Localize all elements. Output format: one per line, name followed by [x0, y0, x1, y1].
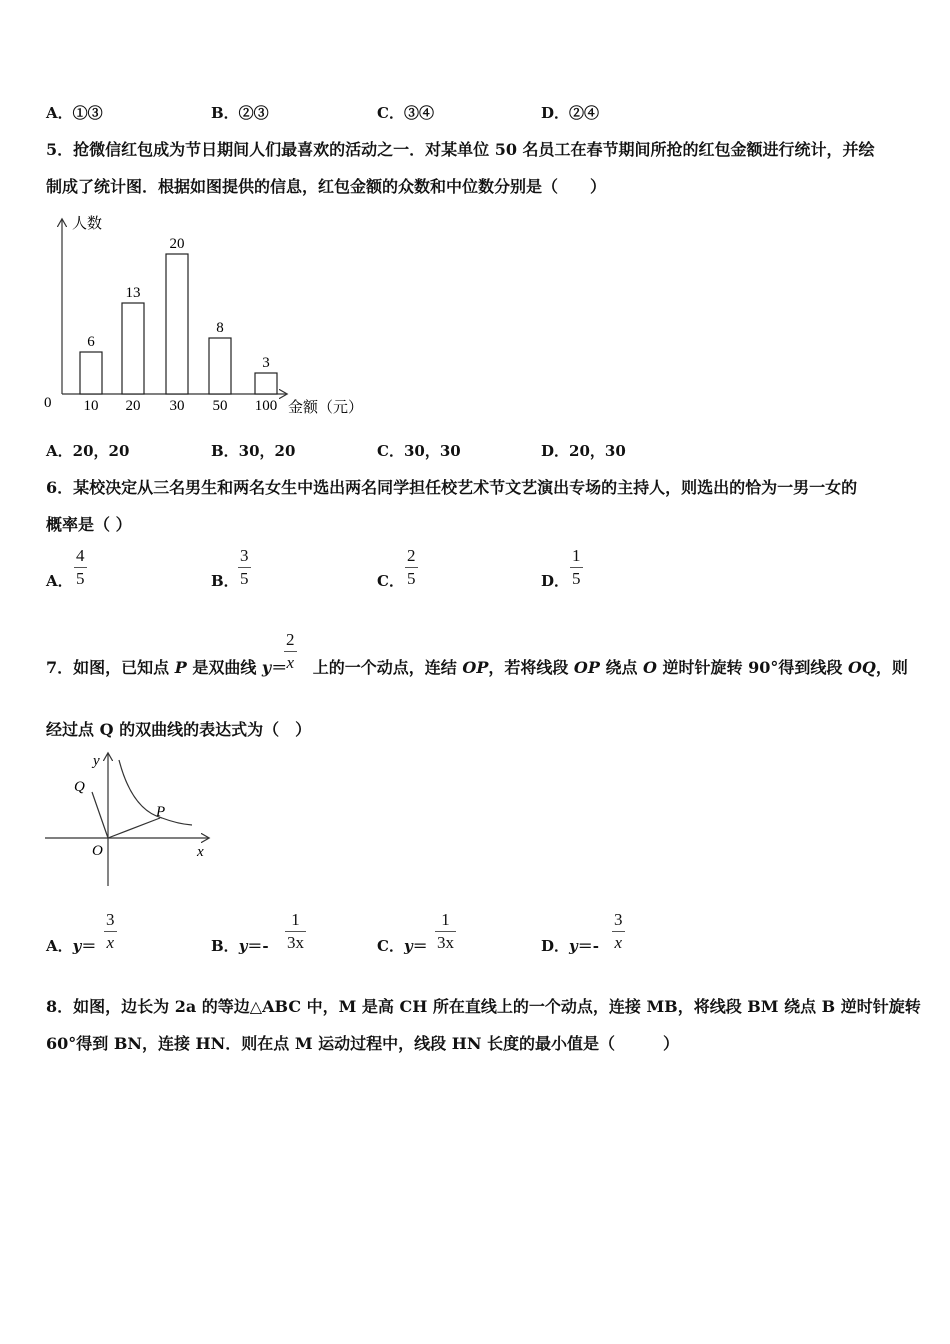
q7-option-a-prefix: A．y＝	[46, 937, 97, 955]
q7-hyperbola-fraction: 2 x	[286, 630, 295, 672]
q7-option-d-fraction: 3 x	[614, 910, 623, 952]
q5-text-line1: 5．抢微信红包成为节日期间人们最喜欢的活动之一．对某单位 50 名员工在春节期间所抢的红包金额进行统计，并绘	[46, 140, 875, 159]
bar-value-label-30: 20	[169, 236, 185, 252]
q7-option-c-fraction: 1 3x	[437, 910, 454, 952]
x-tick-label-10: 10	[83, 398, 99, 414]
q6-option-a-fraction: 4 5	[76, 546, 85, 588]
q6-option-c-fraction: 2 5	[407, 546, 416, 588]
x-tick-label-50: 50	[212, 398, 228, 414]
bar-50	[209, 338, 231, 394]
q5-option-a: A．20，20	[46, 442, 130, 460]
q7-text-line1: 7．如图，已知点 P 是双曲线 y＝ 上的一个动点，连结 OP，若将线段 OP 绕点 O 逆时针旋转 90°得到线段 OQ，则	[46, 658, 908, 677]
bar-30	[166, 254, 188, 394]
chart-y-label: 人数	[72, 216, 103, 232]
q7-option-c-prefix: C．y＝	[377, 937, 428, 955]
q6-option-a-letter: A．	[46, 572, 73, 590]
q5-option-b: B．30，20	[211, 442, 296, 460]
q7-segment-oq	[92, 792, 108, 838]
q8-text-line1: 8．如图，边长为 2a 的等边△ABC 中，M 是高 CH 所在直线上的一个动点，连接 MB，将线段 BM 绕点 B 逆时针旋转	[46, 997, 921, 1016]
chart-origin-label: 0	[44, 395, 52, 411]
q7-label-q: Q	[74, 779, 85, 795]
q4-option-a: A．①③	[46, 104, 103, 122]
q6-option-c-letter: C．	[377, 572, 404, 590]
q7-label-o: O	[92, 843, 103, 859]
x-tick-label-30: 30	[169, 398, 185, 414]
q7-option-a-fraction: 3 x	[106, 910, 115, 952]
chart-x-label: 金额（元）	[288, 400, 364, 416]
q6-option-b-fraction: 3 5	[240, 546, 249, 588]
q7-option-b-prefix: B．y＝-	[211, 937, 269, 955]
q7-option-b-fraction: 1 3x	[287, 910, 304, 952]
q5-text-line2: 制成了统计图．根据如图提供的信息，红包金额的众数和中位数分别是（ ）	[46, 177, 607, 196]
q6-option-d-letter: D．	[541, 572, 570, 590]
x-tick-label-100: 100	[254, 398, 278, 414]
q4-option-c: C．③④	[377, 104, 434, 122]
red-packet-bar-chart	[40, 210, 380, 425]
q6-text-line2: 概率是（ ）	[46, 515, 132, 534]
bar-value-label-100: 3	[262, 355, 270, 371]
q5-option-c: C．30，30	[377, 442, 461, 460]
q7-label-p: P	[156, 804, 166, 820]
q6-text-line1: 6．某校决定从三名男生和两名女生中选出两名同学担任校艺术节文艺演出专场的主持人，则选出的恰为一男一女的	[46, 478, 858, 497]
bar-value-label-50: 8	[216, 320, 224, 336]
q7-option-d-prefix: D．y＝-	[541, 937, 599, 955]
q7-label-y: y	[93, 753, 100, 769]
bar-value-label-10: 6	[87, 334, 95, 350]
bar-100	[255, 373, 277, 394]
bar-10	[80, 352, 102, 394]
q6-option-b-letter: B．	[211, 572, 239, 590]
q6-option-d-fraction: 1 5	[572, 546, 581, 588]
bar-20	[122, 303, 144, 394]
q4-option-d: D．②④	[541, 104, 600, 122]
bar-value-label-20: 13	[125, 285, 141, 301]
q7-label-x: x	[197, 844, 204, 860]
q7-figure	[40, 748, 220, 890]
q5-option-d: D．20，30	[541, 442, 626, 460]
q8-text-line2: 60°得到 BN，连接 HN．则在点 M 运动过程中，线段 HN 长度的最小值是（ ）	[46, 1034, 680, 1053]
q7-segment-op	[108, 818, 160, 838]
q7-text-line2: 经过点 Q 的双曲线的表达式为（ ）	[46, 720, 312, 739]
x-tick-label-20: 20	[125, 398, 141, 414]
q4-option-b: B．②③	[211, 104, 269, 122]
